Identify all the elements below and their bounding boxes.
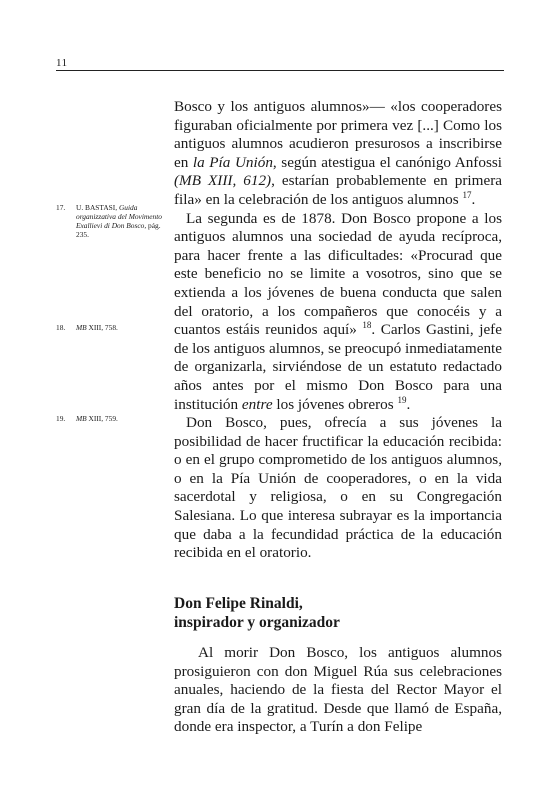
footnote-19 <box>56 414 164 423</box>
text-run: Bosco y los antiguos alumnos»— «los cooperadores figuraban oficialmente por primera vez [...] Como los antiguos alumnos acudieron presurosos a inscribirse en <box>174 98 502 171</box>
text-run: , según atestigua el canónigo Anfossi <box>272 153 502 171</box>
text-run: . Carlos Gastini, jefe de los antiguos alumnos, se preocupó inmediatamente de organizarla, sirviéndose de un estatuto redactado años antes por el mismo Don Bosco para una institución <box>174 321 502 413</box>
main-text <box>174 98 502 563</box>
section-text <box>174 644 502 737</box>
paragraph-2 <box>174 210 502 415</box>
header-rule <box>56 70 504 71</box>
section-heading <box>174 594 502 632</box>
italic-run: entre <box>241 395 273 413</box>
italic-run: (MB XIII, 612) <box>174 172 272 190</box>
text-run: . <box>406 395 411 413</box>
paragraph-3: Don Bosco, pues, ofrecía a sus jóvenes la posibilidad de hacer fructificar la educación recibida: o en el grupo comprometido de los antiguos alumnos, o en la Pía Unión de cooperadores, o en la vida sacerdotal y religiosa, o en su Congregación Salesiana. Lo que interesa subrayar es la importancia que daba a la fecundidad práctica de la educación recibida en el oratorio. <box>174 414 502 562</box>
footnote-author: U. BASTASI, <box>76 203 118 212</box>
footnote-ref: 18 <box>362 320 372 331</box>
footnote-rest: XIII, 758. <box>86 323 118 332</box>
footnote-rest: XIII, 759. <box>86 414 118 423</box>
text-run: , estarían probablemente en primera fila» en la celebración de los antiguos alumnos <box>174 172 502 208</box>
paragraph-4: Al morir Don Bosco, los antiguos alumnos prosiguieron con don Miguel Rúa sus celebraciones anuales, haciendo de la fiesta del Rector Mayor el gran día de la gratitud. Desde que llamó de España, donde era inspector, a Turín a don Felipe <box>174 644 502 736</box>
footnote-ref: 17 <box>462 189 472 200</box>
text-run: los jóvenes obreros <box>272 395 398 413</box>
text-run: La segunda es de 1878. Don Bosco propone a los antiguos alumnos una sociedad de ayuda recíproca, para hacer frente a las dificultades: «Procurad que este beneficio no se limite a vosotros, sino que se extienda a los jóvenes de buena conducta que salen del oratorio, a los compañeros que conocéis y a cuantos estáis reunidos aquí» <box>174 209 502 339</box>
section-heading-line: inspirador y organizador <box>174 614 340 631</box>
footnote-number: 18. <box>56 323 66 332</box>
footnote-rest: pág. 235. <box>76 221 161 239</box>
paragraph-1 <box>174 98 502 210</box>
italic-run: la Pía Unión <box>192 153 273 171</box>
footnote-number: 19. <box>56 414 66 423</box>
footnote-text <box>76 203 164 239</box>
text-run: . <box>471 190 476 208</box>
footnote-source: MB <box>76 414 87 423</box>
page-number: 11 <box>56 57 68 69</box>
footnote-17 <box>56 203 164 239</box>
footnote-text <box>76 414 164 423</box>
footnote-ref: 19 <box>397 394 407 405</box>
footnote-source: MB <box>76 323 87 332</box>
footnote-text <box>76 323 164 332</box>
footnote-title: Guida organizzativa del Movimento Exallievi di Don Bosco, <box>76 203 162 230</box>
footnote-number: 17. <box>56 203 66 212</box>
section-heading-line: Don Felipe Rinaldi, <box>174 595 303 612</box>
footnote-18 <box>56 323 164 332</box>
